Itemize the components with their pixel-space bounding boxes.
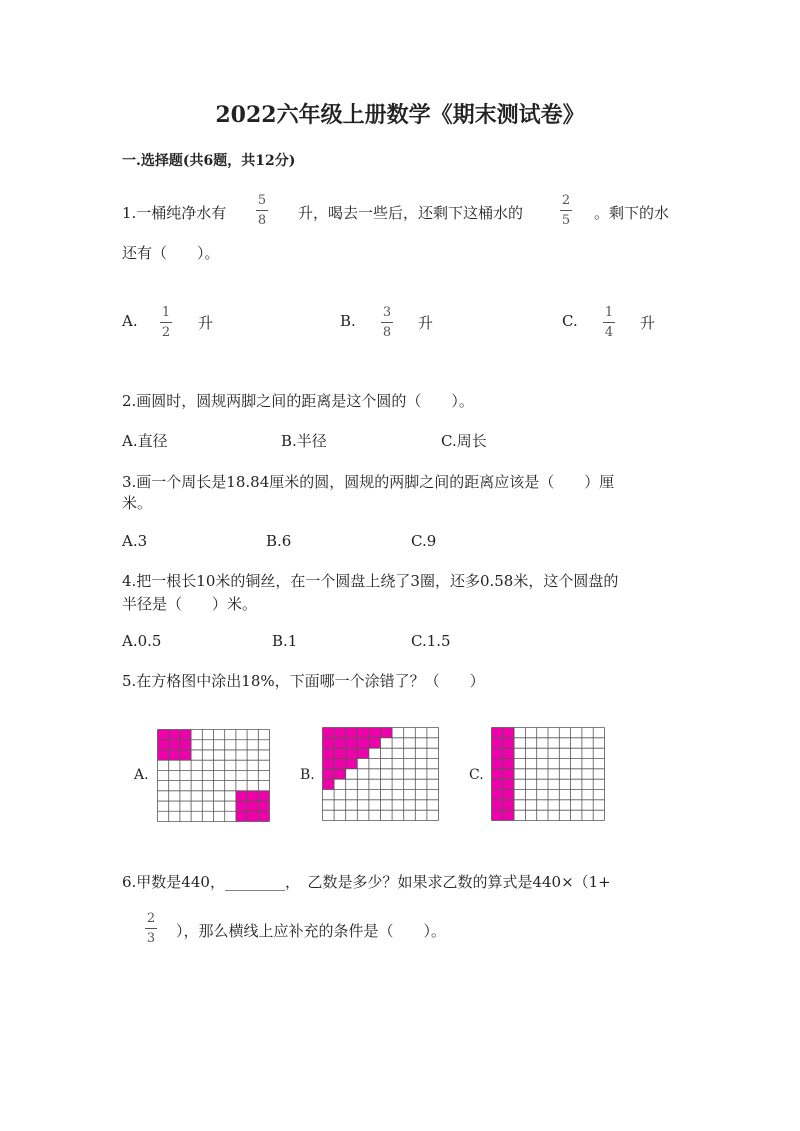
- shaded-cell: [334, 738, 346, 748]
- q5-grid-b: [322, 727, 439, 821]
- shaded-cell: [492, 810, 503, 820]
- shaded-cell: [180, 740, 191, 750]
- q1-fraction-1: [256, 193, 268, 228]
- shaded-cell: [334, 769, 346, 779]
- q6-text-line1: 6.甲数是440，________， 乙数是多少？如果求乙数的算式是440×（1+: [122, 873, 611, 891]
- q1-option-c-unit: 升: [640, 314, 656, 332]
- q2-text: 2.画圆时，圆规两脚之间的距离是这个圆的（ ）。: [122, 392, 474, 410]
- shaded-cell: [169, 740, 180, 750]
- q5-grid-b-label[interactable]: B.: [300, 767, 315, 783]
- q1-option-c-letter[interactable]: C.: [562, 312, 578, 330]
- shaded-cell: [503, 759, 514, 769]
- q4-option-a[interactable]: A.0.5: [122, 632, 162, 650]
- fraction-numerator: 2: [561, 193, 571, 208]
- fraction-numerator: 1: [161, 305, 171, 320]
- q4-option-b[interactable]: B.1: [272, 632, 298, 650]
- shaded-cell: [236, 801, 247, 811]
- shaded-cell: [346, 748, 358, 758]
- fraction-denominator: 8: [382, 325, 392, 340]
- q1-text-part1: 1.一桶纯净水有: [122, 204, 227, 222]
- shaded-cell: [503, 769, 514, 779]
- shaded-cell: [247, 811, 258, 821]
- fraction-denominator: 4: [604, 325, 614, 340]
- shaded-cell: [323, 769, 335, 779]
- shaded-cell: [158, 740, 169, 750]
- shaded-cell: [503, 810, 514, 820]
- q6-text-line2: ），那么横线上应补充的条件是（ ）。: [176, 922, 447, 940]
- shaded-cell: [323, 738, 335, 748]
- shaded-cell: [346, 759, 358, 769]
- shaded-cell: [334, 728, 346, 738]
- shaded-cell: [492, 779, 503, 789]
- shaded-cell: [492, 748, 503, 758]
- shaded-cell: [492, 759, 503, 769]
- section-heading: 一.选择题(共6题，共12分): [122, 153, 296, 169]
- shaded-cell: [357, 738, 369, 748]
- q6-fraction: [145, 911, 157, 946]
- shaded-cell: [258, 791, 269, 801]
- shaded-cell: [346, 738, 358, 748]
- q2-option-c[interactable]: C.周长: [441, 432, 487, 450]
- shaded-cell: [503, 779, 514, 789]
- shaded-cell: [357, 728, 369, 738]
- shaded-cell: [503, 728, 514, 738]
- q5-grid-c-label[interactable]: C.: [469, 767, 484, 783]
- shaded-cell: [323, 759, 335, 769]
- shaded-cell: [492, 728, 503, 738]
- fraction-denominator: 8: [257, 213, 267, 228]
- fraction-numerator: 2: [146, 911, 156, 926]
- q1-option-b-letter[interactable]: B.: [340, 312, 356, 330]
- shaded-cell: [492, 790, 503, 800]
- fraction-numerator: 1: [604, 305, 614, 320]
- shaded-cell: [323, 748, 335, 758]
- shaded-cell: [169, 730, 180, 740]
- q1-text-part3: 。剩下的水: [594, 204, 670, 222]
- shaded-cell: [357, 748, 369, 758]
- shaded-cell: [247, 801, 258, 811]
- shaded-cell: [369, 738, 381, 748]
- shaded-cell: [369, 728, 381, 738]
- shaded-cell: [503, 790, 514, 800]
- q1-text-part2: 升，喝去一些后，还剩下这桶水的: [298, 204, 524, 222]
- q1-option-b-fraction: [381, 305, 393, 340]
- q4-text-line2: 半径是（ ）米。: [122, 595, 258, 613]
- q1-option-a-fraction: [160, 305, 172, 340]
- q3-option-c[interactable]: C.9: [411, 532, 437, 550]
- q5-text: 5.在方格图中涂出18%，下面哪一个涂错了？（ ）: [122, 672, 485, 690]
- shaded-cell: [258, 811, 269, 821]
- shaded-cell: [169, 750, 180, 760]
- q4-text-line1: 4.把一根长10米的铜丝，在一个圆盘上绕了3圈，还多0.58米，这个圆盘的: [122, 572, 619, 590]
- shaded-cell: [492, 769, 503, 779]
- shaded-cell: [503, 738, 514, 748]
- shaded-cell: [381, 728, 393, 738]
- fraction-numerator: 5: [257, 193, 267, 208]
- q2-option-a[interactable]: A.直径: [122, 432, 168, 450]
- shaded-cell: [158, 730, 169, 740]
- q3-option-b[interactable]: B.6: [266, 532, 292, 550]
- shaded-cell: [492, 800, 503, 810]
- q1-fraction-2: [560, 193, 572, 228]
- shaded-cell: [503, 748, 514, 758]
- page-title: 2022六年级上册数学《期末测试卷》: [215, 102, 585, 128]
- shaded-cell: [180, 750, 191, 760]
- shaded-cell: [346, 728, 358, 738]
- shaded-cell: [334, 759, 346, 769]
- shaded-cell: [503, 800, 514, 810]
- q1-option-c-fraction: [603, 305, 615, 340]
- fraction-denominator: 2: [161, 325, 171, 340]
- q1-option-b-unit: 升: [418, 314, 434, 332]
- q1-option-a-unit: 升: [198, 314, 214, 332]
- q5-grid-a: [157, 729, 270, 822]
- fraction-denominator: 3: [146, 931, 156, 946]
- q5-grid-c: [491, 727, 605, 821]
- shaded-cell: [334, 748, 346, 758]
- q3-text-line2: 米。: [122, 494, 153, 512]
- shaded-cell: [158, 750, 169, 760]
- q5-grid-a-label[interactable]: A.: [134, 767, 149, 783]
- fraction-numerator: 3: [382, 305, 392, 320]
- shaded-cell: [236, 811, 247, 821]
- shaded-cell: [180, 730, 191, 740]
- q2-option-b[interactable]: B.半径: [281, 432, 327, 450]
- q1-text-line2: 还有（ ）。: [122, 244, 220, 262]
- shaded-cell: [258, 801, 269, 811]
- shaded-cell: [247, 791, 258, 801]
- q3-option-a[interactable]: A.3: [122, 532, 148, 550]
- fraction-denominator: 5: [561, 213, 571, 228]
- q1-option-a-letter[interactable]: A.: [122, 312, 138, 330]
- shaded-cell: [323, 779, 335, 789]
- shaded-cell: [492, 738, 503, 748]
- shaded-cell: [236, 791, 247, 801]
- q3-text-line1: 3.画一个周长是18.84厘米的圆，圆规的两脚之间的距离应该是（ ）厘: [122, 473, 615, 491]
- q4-option-c[interactable]: C.1.5: [411, 632, 451, 650]
- shaded-cell: [323, 728, 335, 738]
